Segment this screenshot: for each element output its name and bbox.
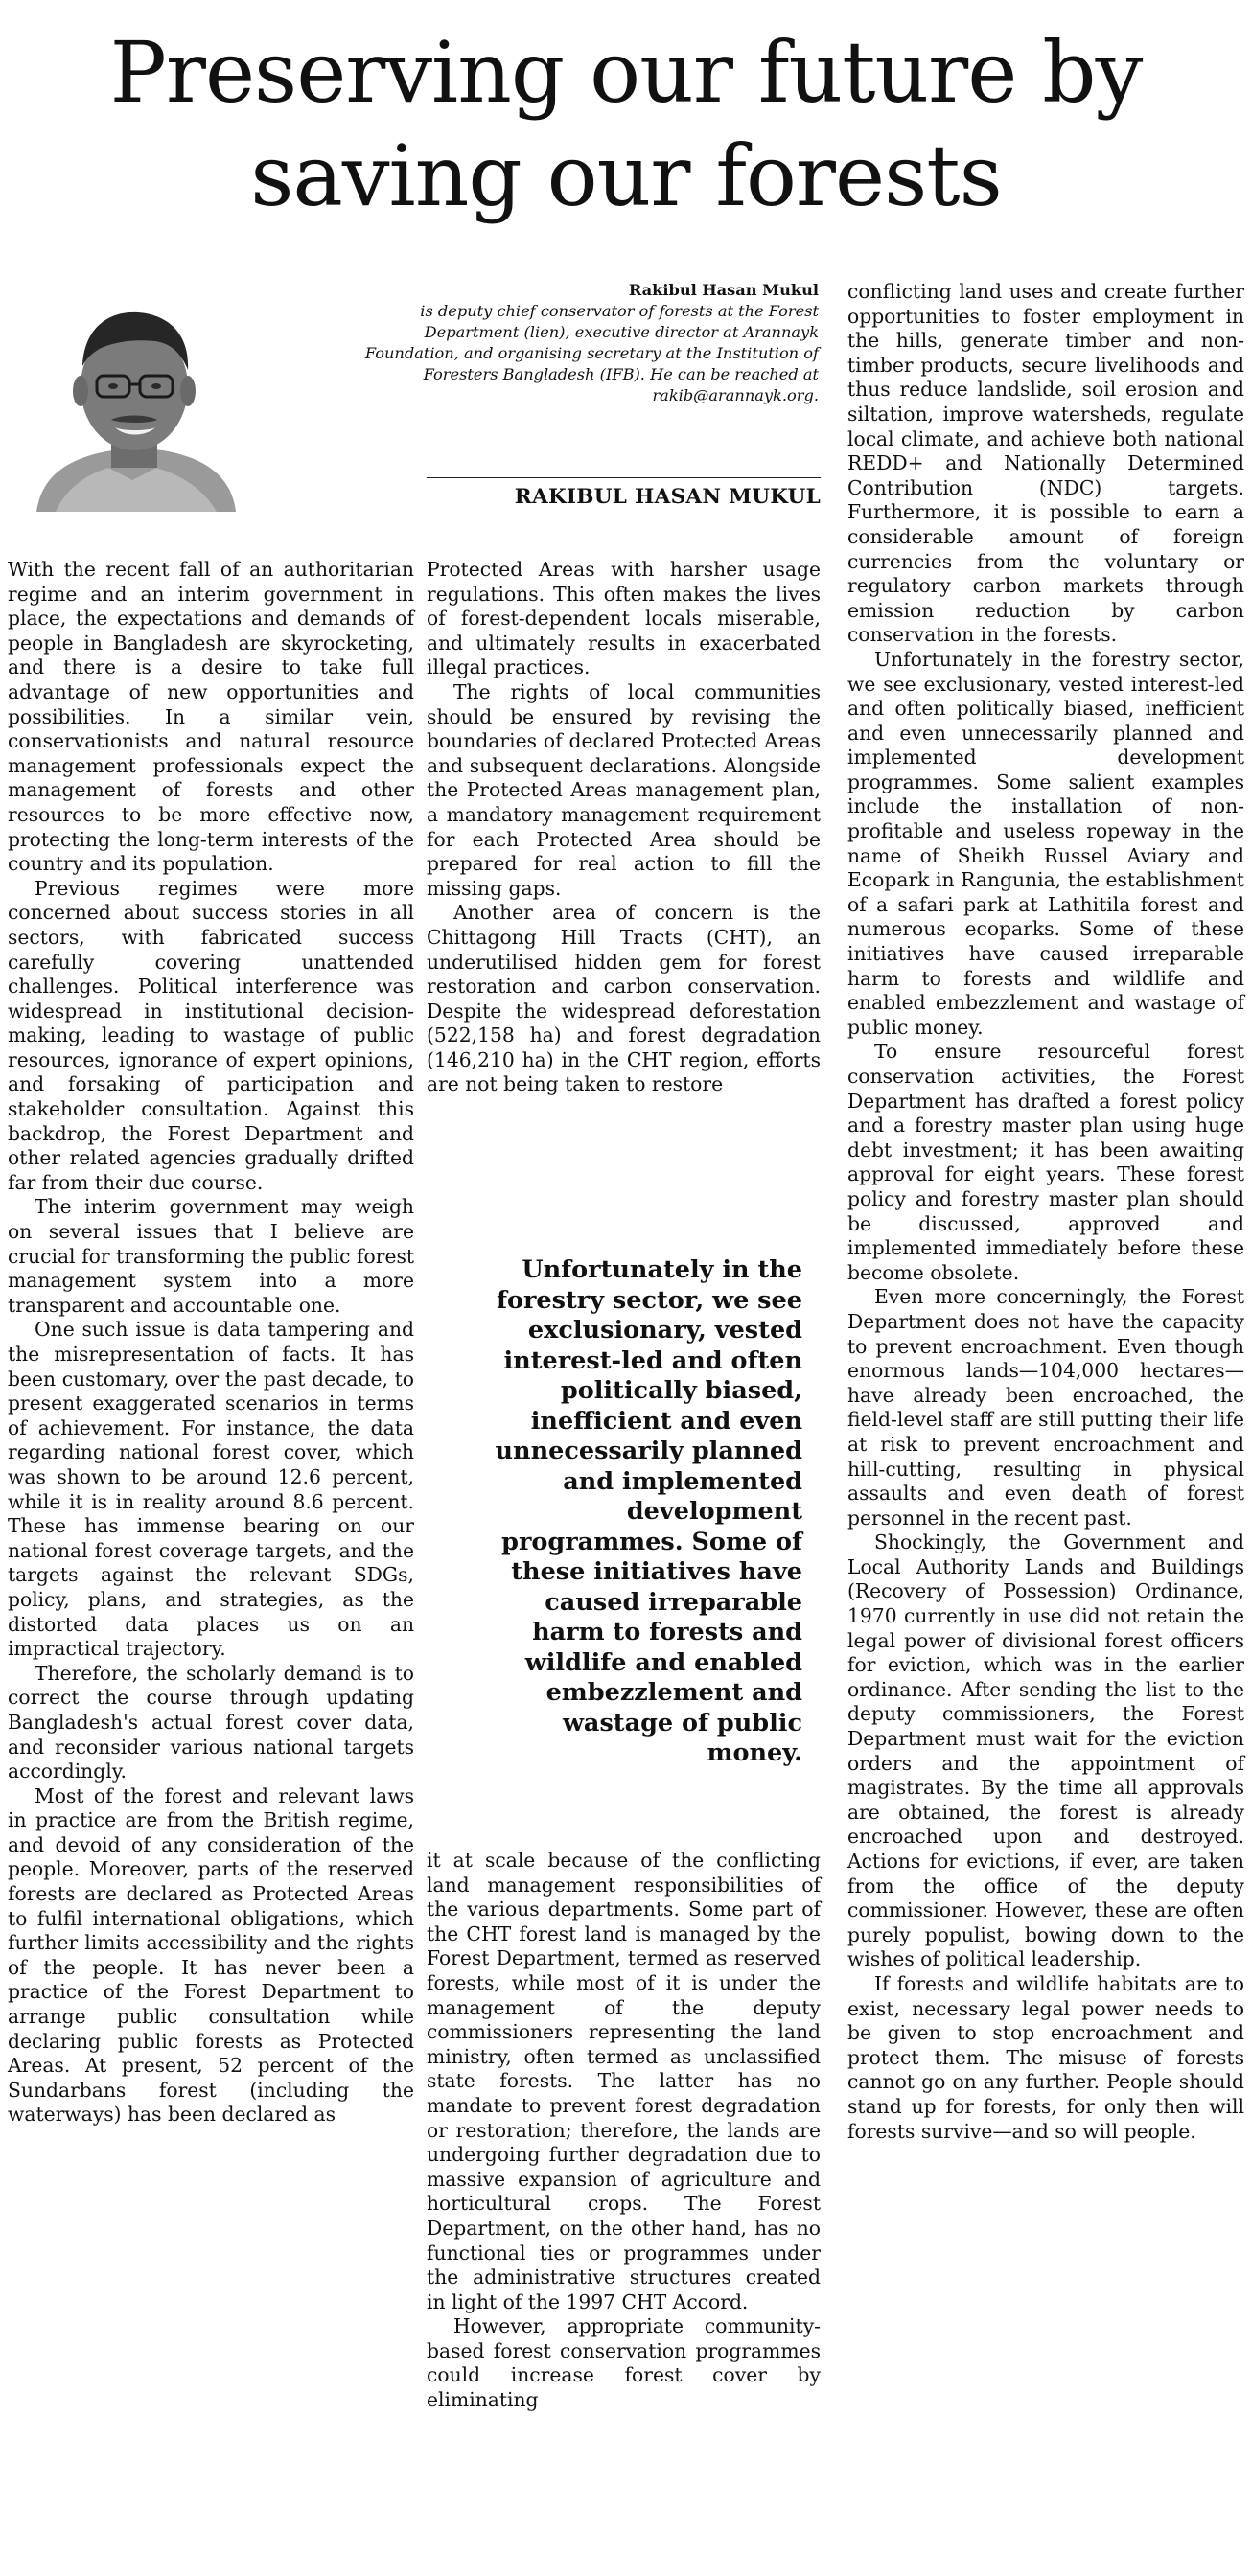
pull-quote: Unfortunately in the forestry sector, we see exclusionary, vested interest-led and often politically biased, inefficient and even unnecessarily planned and implemented development programmes. Some of these initiatives have caused irreparable harm to forests and wildlife and enabled embezzlement and wastage of public money. (495, 1255, 802, 1767)
paragraph: Another area of concern is the Chittagong Hill Tracts (CHT), an underutilised hidden gem for forest restoration and carbon conservation. Despite the widespread deforestation (522,158 ha) and forest degradation (146,210 ha) in the CHT region, efforts are not being taken to restore (427, 901, 821, 1096)
paragraph: The interim government may weigh on several issues that I believe are crucial for transforming the public forest management system into a more transparent and accountable one. (8, 1195, 414, 1317)
paragraph: With the recent fall of an authoritarian regime and an interim government in place, the expectations and demands of people in Bangladesh are skyrocketing, and there is a desire to take full advantage of new opportunities and possibilities. In a similar vein, conservationists and natural resource management professionals expect the management of forests and other resources to be more effective now, protecting the long-term interests of the country and its population. (8, 558, 414, 876)
headline-line-2: saving our forests (250, 126, 1002, 225)
paragraph: Protected Areas with harsher usage regulations. This often makes the lives of forest-dependent locals miserable, and ultimately results in exacerbated illegal practices. (427, 558, 821, 679)
paragraph: Most of the forest and relevant laws in practice are from the British regime, and devoid of any consideration of the people. Moreover, parts of the reserved forests are declared as Protected Areas to fulfil international obligations, which further limits accessibility and the rights of the people. It has never been a practice of the Forest Department to arrange public consultation while declaring public forests as Protected Areas. At present, 52 percent of the Sundarbans forest (including the waterways) has been declared as (8, 1783, 414, 2127)
author-bio (357, 280, 819, 406)
paragraph: conflicting land uses and create further opportunities to foster employment in the hills, generate timber and non-timber products, secure livelihoods and thus reduce landslide, soil erosion and siltation, improve watersheds, regulate local climate, and achieve both national REDD+ and Nationally Determined Contribution (NDC) targets. Furthermore, it is possible to earn a considerable amount of foreign currencies from the voluntary or regulatory carbon markets through emission reduction by carbon conservation in the forests. (847, 280, 1244, 647)
headline-line-1: Preserving our future by (109, 23, 1143, 122)
author-portrait (36, 284, 236, 512)
paragraph: Shockingly, the Government and Local Authority Lands and Buildings (Recovery of Possession) Ordinance, 1970 currently in use did not retain the legal power of divisional forest officers for eviction, which was in the earlier ordinance. After sending the list to the deputy commissioners, the Forest Department must wait for the eviction orders and the appointment of magistrates. By the time all approvals are obtained, the forest is already encroached upon and destroyed. Actions for evictions, if ever, are taken from the office of the deputy commissioner. However, these are often purely populist, bowing down to the wishes of political leadership. (847, 1530, 1244, 1971)
paragraph: The rights of local communities should be ensured by revising the boundaries of declared Protected Areas and subsequent declarations. Alongside the Protected Areas management plan, a mandatory management requirement for each Protected Area should be prepared for real action to fill the missing gaps. (427, 679, 821, 900)
column-2-bottom (427, 1849, 821, 2413)
column-2-top (427, 558, 821, 1097)
byline-divider (427, 477, 821, 478)
author-description: is deputy chief conservator of forests at the Forest Department (lien), executive director at Arannayk Foundation, and organising secretary at the Institution of Foresters Bangladesh (IFB). He can be reached at rakib@arannayk.org. (364, 302, 819, 404)
byline: RAKIBUL HASAN MUKUL (514, 485, 821, 509)
column-3 (847, 280, 1244, 2144)
paragraph: Therefore, the scholarly demand is to correct the course through updating Bangladesh's actual forest cover data, and reconsider various national targets accordingly. (8, 1661, 414, 1783)
paragraph: Previous regimes were more concerned about success stories in all sectors, with fabricated success carefully covering unattended challenges. Political interference was widespread in institutional decision-making, leading to wastage of public resources, ignorance of expert opinions, and forsaking of participation and stakeholder consultation. Against this backdrop, the Forest Department and other related agencies gradually drifted far from their due course. (8, 876, 414, 1194)
column-1 (8, 558, 414, 2128)
paragraph: it at scale because of the conflicting land management responsibilities of the various departments. Some part of the CHT forest land is managed by the Forest Department, termed as reserved forests, while most of it is under the management of the deputy commissioners representing the land ministry, often termed as unclassified state forests. The latter has no mandate to prevent forest degradation or restoration; therefore, the lands are undergoing further degradation due to massive expansion of agriculture and horticultural crops. The Forest Department, on the other hand, has no functional ties or programmes under the administrative structures created in light of the 1997 CHT Accord. (427, 1849, 821, 2313)
paragraph: If forests and wildlife habitats are to exist, necessary legal power needs to be given to stop encroachment and protect them. The misuse of forests cannot go on any further. People should stand up for forests, for only then will forests survive—and so will people. (847, 1971, 1244, 2143)
headline (19, 21, 1233, 228)
paragraph: One such issue is data tampering and the misrepresentation of facts. It has been customary, over the past decade, to present exaggerated scenarios in terms of achievement. For instance, the data regarding national forest cover, which was shown to be around 12.6 percent, while it is in reality around 8.6 percent. These has immense bearing on our national forest coverage targets, and the targets against the relevant SDGs, policy, plans, and strategies, as the distorted data places us on an impractical trajectory. (8, 1318, 414, 1661)
paragraph: Even more concerningly, the Forest Department does not have the capacity to prevent encroachment. Even though enormous lands—104,000 hectares—have already been encroached, the field-level staff are still putting their life at risk to prevent encroachment and hill-cutting, resulting in physical assaults and even death of forest personnel in the recent past. (847, 1285, 1244, 1530)
paragraph: Unfortunately in the forestry sector, we see exclusionary, vested interest-led and often politically biased, inefficient and even unnecessarily planned and implemented development programmes. Some salient examples include the installation of non-profitable and useless ropeway in the name of Sheikh Russel Aviary and Ecopark in Rangunia, the establishment of a safari park at Lathitila forest and numerous ecoparks. Some of these initiatives have caused irreparable harm to forests and wildlife and enabled embezzlement and wastage of public money. (847, 647, 1244, 1039)
paragraph: However, appropriate community-based forest conservation programmes could increase forest cover by eliminating (427, 2314, 821, 2412)
paragraph: To ensure resourceful forest conservation activities, the Forest Department has drafted a forest policy and a forestry master plan using huge debt investment; it has been awaiting approval for eight years. These forest policy and forestry master plan should be discussed, approved and implemented immediately before these become obsolete. (847, 1040, 1244, 1284)
author-name: Rakibul Hasan Mukul (628, 281, 819, 299)
